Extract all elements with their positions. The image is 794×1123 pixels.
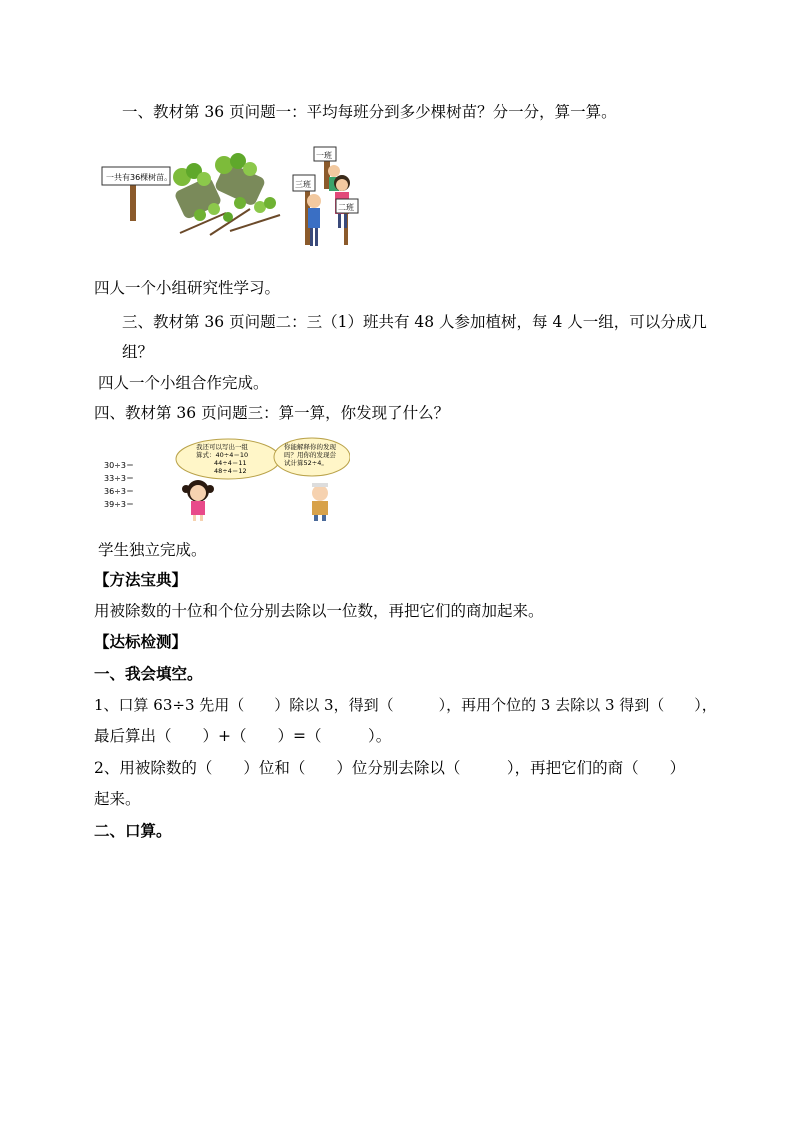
fill-title: 一、我会填空。 (94, 664, 203, 683)
group-research-note: 四人一个小组研究性学习。 (94, 279, 281, 297)
svg-text:三班: 三班 (295, 180, 311, 189)
expression-1: 30÷3＝ (104, 461, 134, 470)
svg-text:我还可以写出一组: 我还可以写出一组 (196, 443, 248, 451)
expression-4: 39÷3＝ (104, 500, 134, 509)
check-title: 【达标检测】 (94, 632, 188, 651)
svg-text:二班: 二班 (338, 203, 354, 212)
svg-text:你能解释你的发现: 你能解释你的发现 (284, 443, 336, 451)
girl-character (182, 480, 214, 521)
question-4: 四、教材第 36 页问题三：算一算，你发现了什么？ (94, 404, 450, 422)
expression-2: 33÷3＝ (104, 474, 134, 483)
svg-text:一班: 一班 (316, 151, 332, 160)
child-holding-sign-3 (293, 175, 321, 246)
svg-text:吗？用你的发现尝: 吗？用你的发现尝 (284, 451, 336, 459)
fill-question-2-line-1: 2、用被除数的（ ）位和（ ）位分别去除以（ ），再把它们的商（ ） (94, 759, 686, 777)
sign-text: 一共有36棵树苗。 (106, 173, 173, 182)
independent-note: 学生独立完成。 (98, 541, 207, 559)
question-3-line-2: 组？ (122, 343, 154, 361)
method-text: 用被除数的十位和个位分别去除以一位数，再把它们的商加起来。 (94, 602, 544, 620)
expression-list (104, 461, 134, 509)
expression-3: 36÷3＝ (104, 487, 134, 496)
child-holding-sign-2 (334, 175, 358, 245)
svg-text:算式：40÷4＝10: 算式：40÷4＝10 (196, 451, 249, 459)
oral-title: 二、口算。 (94, 821, 172, 840)
svg-text:试计算52÷4。: 试计算52÷4。 (284, 459, 328, 467)
tree-sapling-figure (100, 143, 360, 255)
question-3-line-1: 三、教材第 36 页问题二：三（1）班共有 48 人参加植树，每 4 人一组，可以分成几 (122, 313, 707, 331)
method-title: 【方法宝典】 (94, 570, 188, 589)
fill-question-1-line-2: 最后算出（ ）+（ ）=（ ）。 (94, 727, 392, 745)
grandpa-character (312, 483, 328, 521)
svg-text:44÷4＝11: 44÷4＝11 (214, 459, 247, 467)
group-coop-note: 四人一个小组合作完成。 (98, 374, 269, 392)
division-discovery-figure (100, 437, 350, 521)
svg-text:48÷4＝12: 48÷4＝12 (214, 467, 247, 475)
fill-question-1-line-1: 1、口算 63÷3 先用（ ）除以 3，得到（ ），再用个位的 3 去除以 3 得到（ ）， (94, 696, 717, 714)
fill-question-2-line-2: 起来。 (94, 790, 141, 808)
question-1: 一、教材第 36 页问题一：平均每班分到多少棵树苗？分一分，算一算。 (122, 103, 617, 121)
